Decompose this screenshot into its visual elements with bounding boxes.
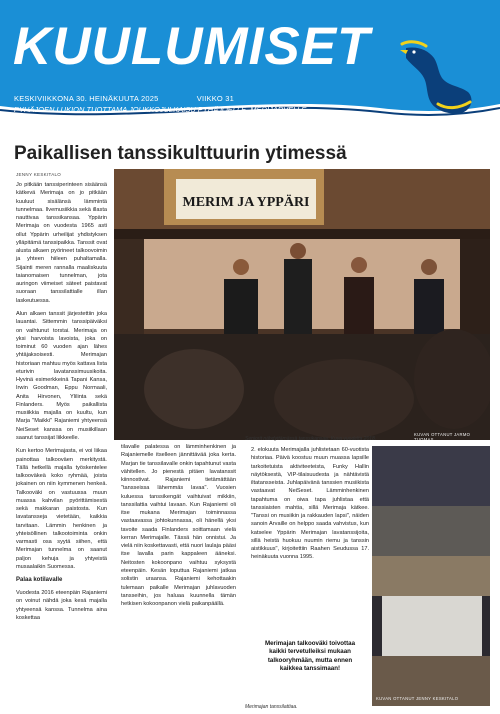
issue-line xyxy=(14,94,234,103)
publication-tagline: PYHÄJOEN LUKION TUOTTAMA JOUKKOJULKAISU PYHÄJOELLE, MERIJÄRVELLE SEKÄ RAAHEN ARKKUKARIN JA PEHINKIIN xyxy=(14,105,307,124)
article-headline: Paikallisen tanssikulttuurin ytimessä xyxy=(14,143,347,164)
paragraph: Vuodesta 2016 eteenpäin Rajaniemi on voinut nähdä joka kesä majalla yhtyeensä kanssa. Tunnelma aina koskettaa xyxy=(16,590,107,621)
photo-credit-bottom: KUVAN OTTANUT JENNY KESKITALO xyxy=(376,696,459,701)
masthead xyxy=(0,0,500,128)
photo-credit-top: KUVAN OTTANUT JARMO TUOMAS xyxy=(414,432,471,440)
photo-caption-bottom: Merimajan tanssilattiaa. xyxy=(245,704,298,710)
paragraph: Kun kertoo Merimajasta, ei voi liikaa painottaa talkooväen merkitystä. Tällä hetkellä majalla työskentelee talkooväkeä koko ryhmää, joista jokainen on niin kymmenen henkeä. Talkooväki on vastuussa muun muassa kahvilan pyörittämisestä sekä makkaran paistosta. Kun lavatansseja vietetään, kaikkia tarvitaan. Lämmin henkinen ja yhteisöllinen talkootoiminta onkin varmasti osa syytä siihen, että Merimajan tunnelma on saanut paljon kehuja ja yhtyeistä musaalaikin Suomessa. xyxy=(16,448,107,570)
issue-date: KESKIVIIKKONA 30. HEINÄKUUTA 2025 xyxy=(14,94,159,103)
paragraph: tilavalle palatessa on lämminhenkinen ja Rajaniemelle itselleen jännittävää joka kerta. Marjan tie tanssilavalle onkin tapahtunut vasta vähitellen. Jo pienestä pitäen lavatanssit kiinnostivat. Rajaniemi tietämättään "tansseissa lähemmäs lavaa". Vuosien kuluessa tanssikengät vaihtuivat mikkiin, tanssilattia vaihtui lavaan. Kun Rajaniemi oli itse mukana Merimajan toiminnassa vastaavassa johtokunnassa, oli hänellä yksi tavoite saada Finlanders soittamaan vielä kerran Merimajalle. Tässä hän onnistui. Ja vielä niin koskettavasti, että nuori laulaja pääsi itse lavalla parin kappaleen ääneksi. Neitosten kokoonpano vaihtuu syksystä eteenpäin. Kesän loputtua Rajaniemi jatkaa solistin uraansa. Rajaniemi kehottaakin tulemaan paikalle Merimajan juhlavuoden tansseihin, jos haluaa kuunnella tämän hetkisen kokoonpanon vielä paikanpäällä. xyxy=(121,444,236,608)
bird-logo-icon xyxy=(398,36,478,116)
article-column-1 xyxy=(16,181,107,627)
article-column-2 xyxy=(121,443,236,613)
pull-quote: Merimajan talkooväki toivottaa kaikki tervetulleiksi mukaan talkooryhmään, mutta ennen kaikkea tanssimaan! xyxy=(264,640,356,673)
paragraph: Alun alkaen tanssit järjestettiin joka lauantai. Sittemmin tanssipäiväksi on vaihtunut torstai. Merimaja on yksi harvoista lavoista, joka on toiminut 60 vuoden ajan lähes yhtäjaksoisesti. Merimajan historiaan mahtuu myös kattava lista eturivin lavatanssimuusikoita. Hyvinä esimerkkeinä Tapani Kansa, Irwin Goodman, Eppu Normaali, Anita Hirvonen, Ylilinta sekä Finlanders. Myös paikallista musiikkia majalla on kuultu, kun Marja "Maikki" Rajaniemi yhtyeensä NeiSeset kanssa on musiikillaan saanut tanssijat liikkeelle. xyxy=(16,310,107,441)
publication-title: KUULUMISET xyxy=(13,17,371,76)
article-subhead: Palaa kotilavalle xyxy=(16,577,63,584)
dance-floor-photo xyxy=(372,446,490,706)
paragraph: 2. elokuuta Merimajalla juhlistetaan 60-vuotista historiaa. Päivä koostuu muun muassa lapsille tarkoitetuista aktiviteeteista, Funky Hallin näytöksestä, VIP-tilaisuudesta ja nähtävistä iltatansseista. Juhlapäivänä tanssien musiikista vastaavat NeiSeset. Lämminhenkinen tapahtuma on oiwa tapa juhlistaa että tanssiaisten mahtia, sillä Merimaja kätkee. "Tanssi on musiikin ja rakkauden lapsi", näiden sanoin Arvaille on helppo saada vahvistus, kun katselee Yppärin Merimajan lavatanssijoita, sillä heistä huokuu nuumin riemu ja tanssin aistikkuus", kirjoitettiin Raahen Seudussa 17. heinäkuuta vuonna 1995. xyxy=(251,447,369,561)
photo-sign-text: MERIM JA YPPÄRI xyxy=(182,194,310,210)
photo-caption-top: Seniorit nähdyttämässä tanssikansaa. Kuva vuodelta 2018. xyxy=(245,436,377,442)
article-column-3 xyxy=(251,446,369,567)
paragraph: Jo pitkään tanssiperinteen sisäänsä kätkevä Merimaja on jo pitkään kuuluut sisälänsä lämmintä tunnelmaa. Ilvemusiikkia sekä illasta nauttivaa tanssikansaa. Yppärin Merimaja on vuodesta 1965 asti ollut Yppärin urheilijat yhdistyksen ylläpitämä tanssipaikka. Tanssit ovat alusta alkaen pyörineet talkoovoimin ja yhteen hiileen puhaltamalla. Sijainti meren rannalla maaliskuuta taianomaisen tunnelman, jota auringon viimeiset säteet paistavat suoraan tanssilattialle illan laskeutuessa. xyxy=(16,182,107,304)
issue-week: VIIKKO 31 xyxy=(196,94,234,103)
article-byline: JENNY KESKITALO xyxy=(16,172,62,177)
